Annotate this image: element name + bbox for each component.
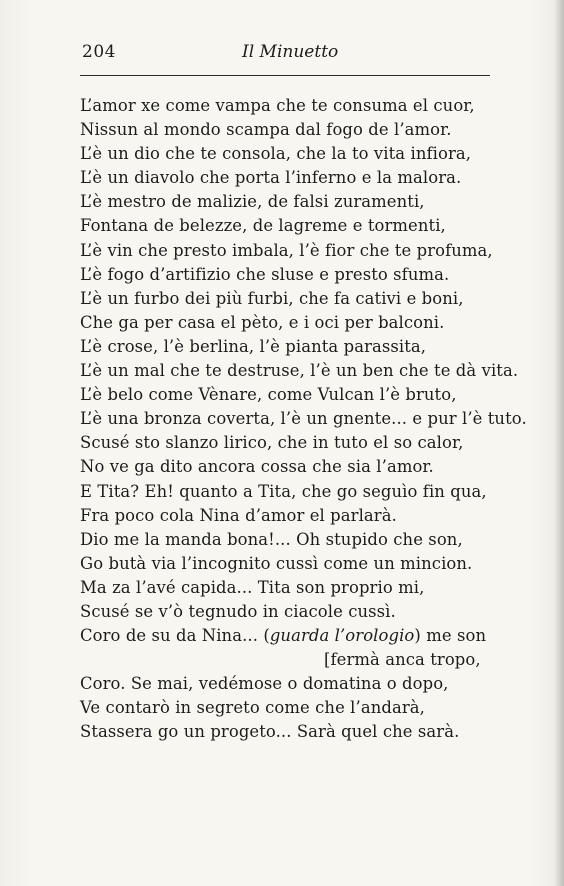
poem-line: Ve contarò in segreto come che l’andarà, xyxy=(80,698,425,718)
poem-line: L’è belo come Vènare, come Vulcan l’è bruto, xyxy=(80,385,457,405)
poem-line: L’è mestro de malizie, de falsi zuramenti, xyxy=(80,192,425,212)
poem-line: Fontana de belezze, de lagreme e tormenti, xyxy=(80,216,446,236)
poem-line: L’è fogo d’artifizio che sluse e presto sfuma. xyxy=(80,264,450,284)
poem-line: Go butà via l’incognito cussì come un mincion. xyxy=(80,553,473,573)
poem-line: Scusé sto slanzo lirico, che in tuto el so calor, xyxy=(80,433,464,453)
poem-line: L’è vin che presto imbala, l’è fior che te profuma, xyxy=(80,240,493,260)
line-text-after: ) me son xyxy=(414,626,487,646)
poem-line: L’amor xe come vampa che te consuma el cuor, xyxy=(80,96,475,115)
poem-line: Nissun al mondo scampa dal fogo de l’amor. xyxy=(80,120,452,140)
poem-text xyxy=(80,94,527,745)
poem-line: L’è un mal che te destruse, l’è un ben che te dà vita. xyxy=(80,361,519,381)
poem-line-continuation: [fermà anca tropo, xyxy=(324,650,481,670)
poem-line: Che ga per casa el pèto, e i oci per balconi. xyxy=(80,312,445,332)
page-edge-shadow xyxy=(554,0,564,886)
poem-line: Fra poco cola Nina d’amor el parlarà. xyxy=(80,505,397,525)
header-rule xyxy=(80,75,490,76)
poem-line: L’è un dio che te consola, che la to vita infiora, xyxy=(80,144,472,164)
poem-line: Ma za l’avé capida... Tita son proprio mi, xyxy=(80,577,425,597)
poem-line: Coro. Se mai, vedémose o domatina o dopo, xyxy=(80,674,449,694)
poem-line: L’è un diavolo che porta l’inferno e la malora. xyxy=(80,168,462,188)
line-text-before: Coro de su da Nina... ( xyxy=(80,626,270,646)
page-header xyxy=(82,42,488,66)
poem-line: E Tita? Eh! quanto a Tita, che go seguìo fin qua, xyxy=(80,481,487,501)
poem-line-with-stage-direction xyxy=(80,624,500,648)
poem-line: L’è crose, l’è berlina, l’è pianta parassita, xyxy=(80,336,427,356)
poem-line: L’è un furbo dei più furbi, che fa cativi e boni, xyxy=(80,288,464,308)
poem-line: Stassera go un progeto... Sarà quel che sarà. xyxy=(80,722,460,742)
stage-direction: guarda l’orologio xyxy=(269,626,415,646)
poem-line: Dio me la manda bona!... Oh stupido che son, xyxy=(80,529,463,549)
poem-line: Scusé se v’ò tegnudo in ciacole cussì. xyxy=(80,601,396,621)
poem-line: No ve ga dito ancora cossa che sia l’amor. xyxy=(80,457,434,477)
page-number: 204 xyxy=(82,42,116,62)
running-title: Il Minuetto xyxy=(242,42,339,62)
poem-line: L’è una bronza coverta, l’è un gnente... e pur l’è tuto. xyxy=(80,409,527,429)
